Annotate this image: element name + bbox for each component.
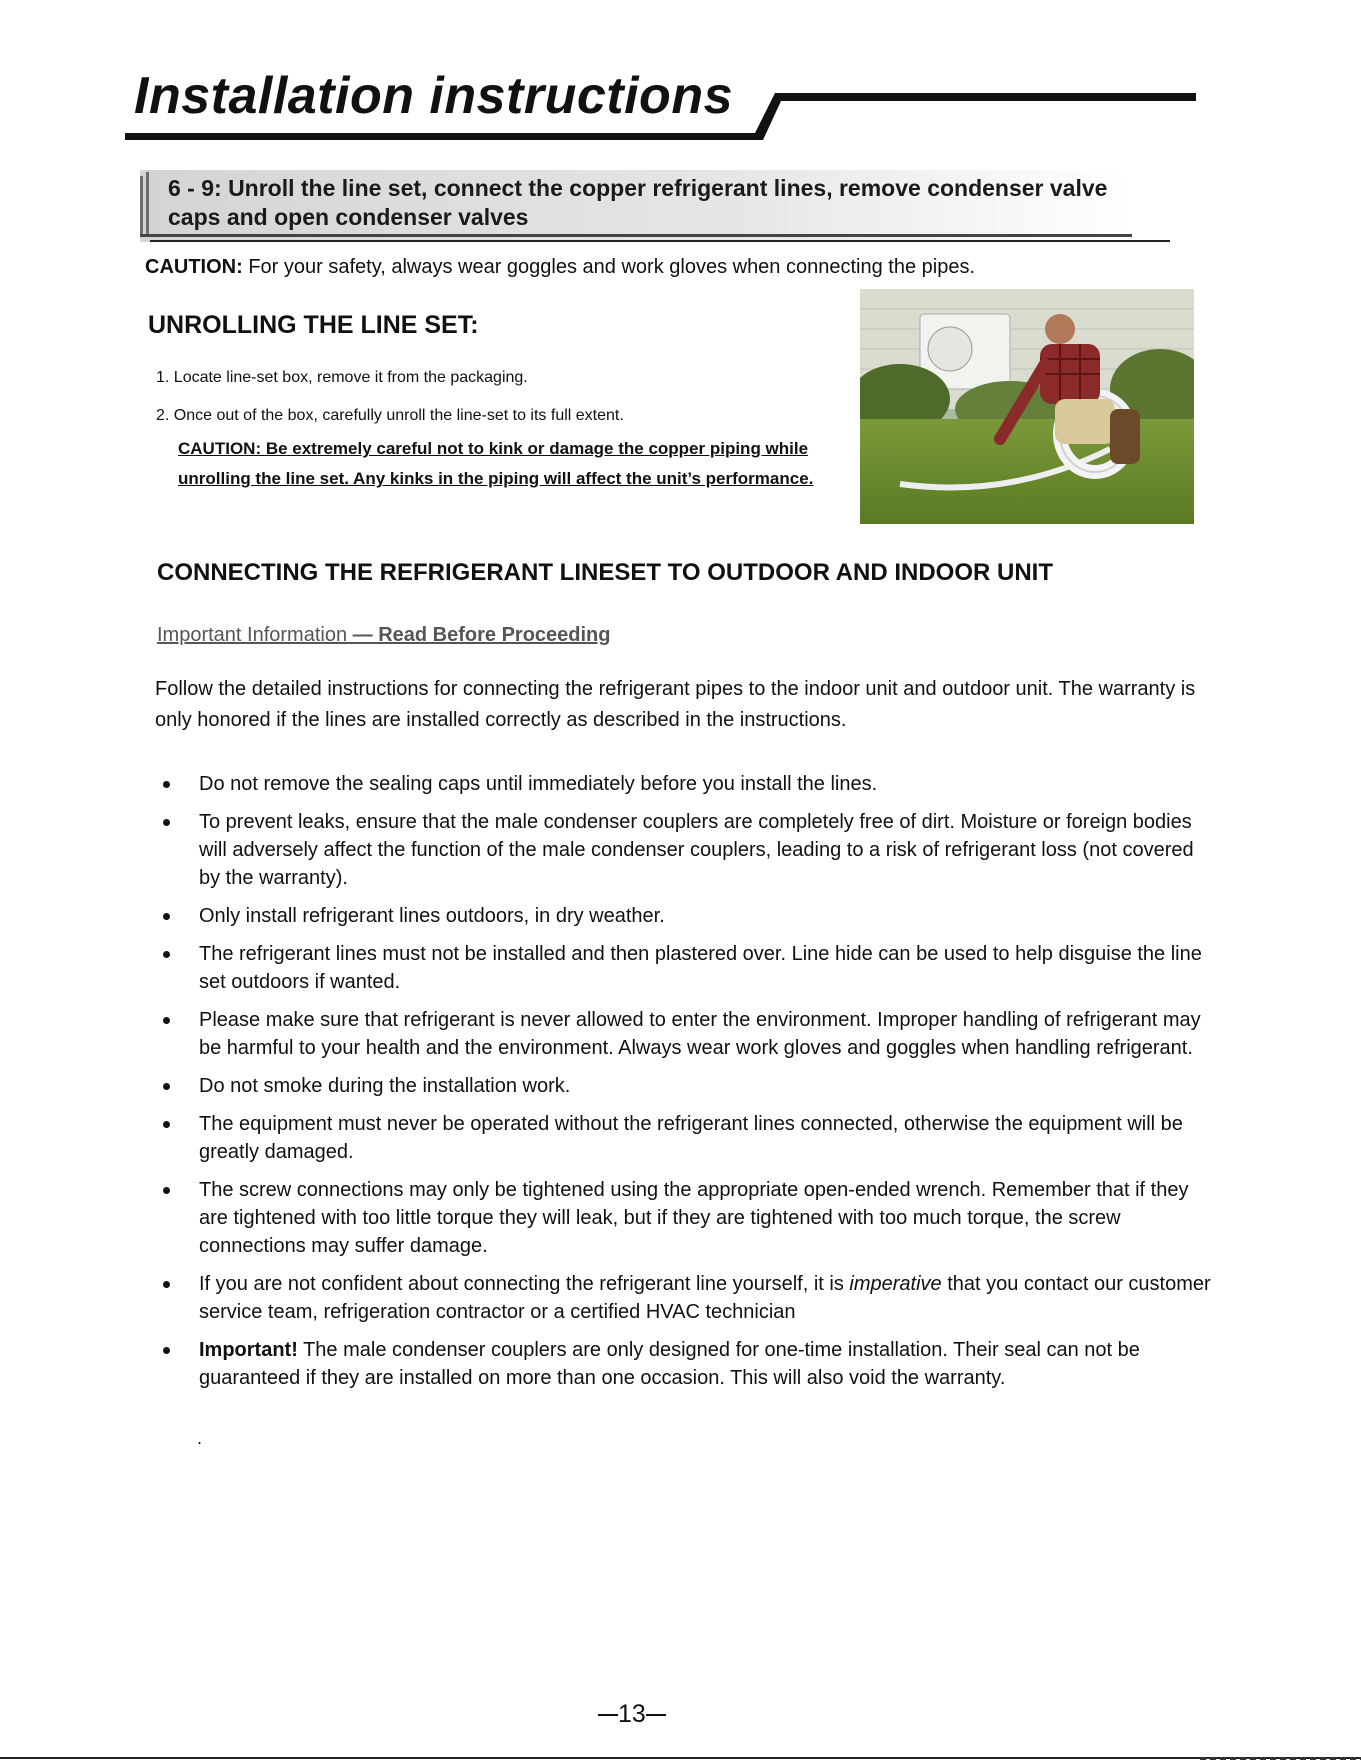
list-item: The equipment must never be operated without the refrigerant lines connected, otherwise the equipment will be greatly damaged. xyxy=(160,1110,1220,1166)
step-item: 2. Once out of the box, carefully unroll the line-set to its full extent. xyxy=(156,407,624,424)
bullet-icon xyxy=(163,1017,170,1024)
line-set-photo xyxy=(860,289,1194,524)
bullet-icon xyxy=(163,1121,170,1128)
list-item: Do not remove the sealing caps until immediately before you install the lines. xyxy=(160,770,1220,798)
caution-label: CAUTION: xyxy=(145,256,243,278)
list-item: If you are not confident about connecting the refrigerant line yourself, it is imperative that you contact our customer service team, refrigeration contractor or a certified HVAC technician xyxy=(160,1270,1220,1326)
intro-paragraph: Follow the detailed instructions for connecting the refrigerant pipes to the indoor unit and outdoor unit. The warranty is only honored if the lines are installed correctly as described in the instructions. xyxy=(155,678,1196,731)
bullet-icon xyxy=(163,781,170,788)
important-label: Important Information xyxy=(157,624,348,646)
page-header-title: Installation instructions xyxy=(134,67,733,125)
list-item: Important! The male condenser couplers are only designed for one-time installation. Their seal can not be guaranteed if they are installed on more than one occasion. This will also void the warranty. xyxy=(160,1336,1220,1392)
unrolling-warning: CAUTION: Be extremely careful not to kink or damage the copper piping while unrolling the line set. Any kinks in the piping will affect the unit’s performance. xyxy=(178,439,814,488)
important-information-heading xyxy=(157,622,611,648)
list-item: The screw connections may only be tightened using the appropriate open-ended wrench. Remember that if they are tightened with too little torque they will leak, but if they are tightened with too much torque, the screw connections may suffer damage. xyxy=(160,1176,1220,1260)
instruction-list xyxy=(160,770,1220,1402)
safety-caution xyxy=(145,254,975,280)
page-number: 13 xyxy=(598,1699,666,1729)
list-item: Do not smoke during the installation work. xyxy=(160,1072,1220,1100)
section-banner xyxy=(140,170,1130,242)
bullet-icon xyxy=(163,1281,170,1288)
bullet-icon xyxy=(163,1083,170,1090)
section-heading: 6 - 9: Unroll the line set, connect the copper refrigerant lines, remove condenser valve caps and open condenser valves xyxy=(168,175,1108,230)
list-item: The refrigerant lines must not be installed and then plastered over. Line hide can be used to help disguise the line set outdoors if wanted. xyxy=(160,940,1220,996)
important-suffix: — Read Before Proceeding xyxy=(347,624,611,646)
bullet-icon xyxy=(163,951,170,958)
connecting-heading: CONNECTING THE REFRIGERANT LINESET TO OUTDOOR AND INDOOR UNIT xyxy=(157,559,1054,586)
footer-marks xyxy=(1200,1757,1361,1760)
list-item: Only install refrigerant lines outdoors, in dry weather. xyxy=(160,902,1220,930)
bullet-icon xyxy=(163,1347,170,1354)
bullet-icon xyxy=(163,913,170,920)
footer-rule xyxy=(0,1757,1361,1759)
bullet-icon xyxy=(163,819,170,826)
header-rule xyxy=(0,78,1361,148)
step-item: 1. Locate line-set box, remove it from the packaging. xyxy=(156,369,528,386)
list-item: To prevent leaks, ensure that the male condenser couplers are completely free of dirt. Moisture or foreign bodies will adversely affect the function of the male condenser couplers, leading to a risk of refrigerant loss (not covered by the warranty). xyxy=(160,808,1220,892)
unrolling-heading: UNROLLING THE LINE SET: xyxy=(148,311,479,339)
list-item: Please make sure that refrigerant is never allowed to enter the environment. Improper handling of refrigerant may be harmful to your health and the environment. Always wear work gloves and goggles when handling refrigerant. xyxy=(160,1006,1220,1062)
trailing-mark: . xyxy=(197,1428,203,1448)
caution-text: For your safety, always wear goggles and work gloves when connecting the pipes. xyxy=(242,256,976,278)
bullet-icon xyxy=(163,1187,170,1194)
